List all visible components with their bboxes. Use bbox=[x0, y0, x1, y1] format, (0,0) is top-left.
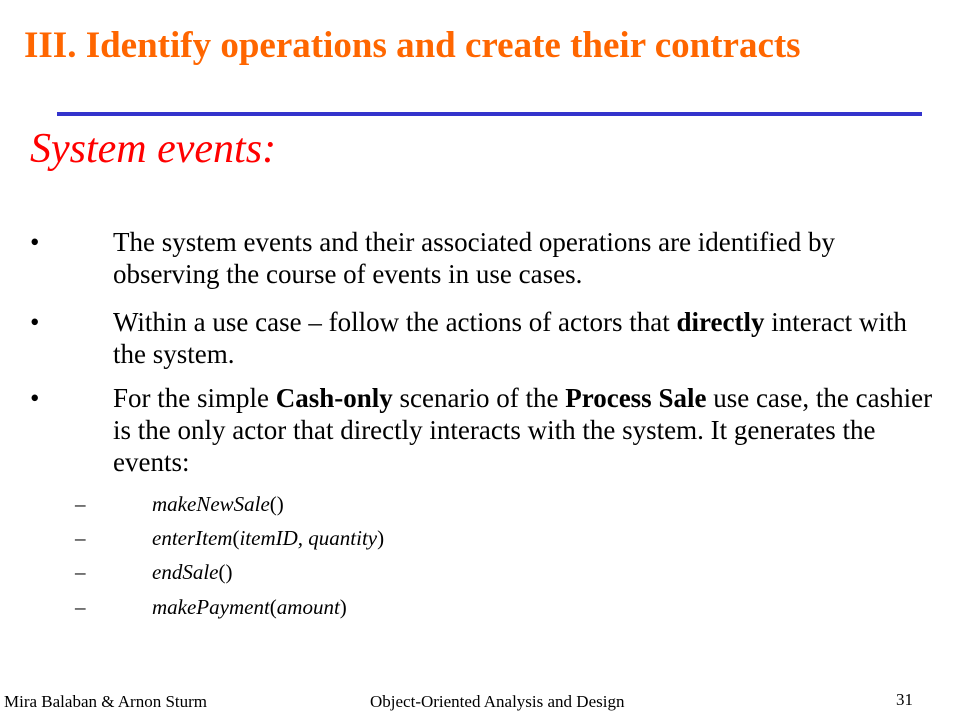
bullet-emphasis: directly bbox=[676, 307, 765, 337]
event-signature bbox=[152, 491, 284, 517]
event-dash: – bbox=[75, 595, 86, 619]
slide-number: 31 bbox=[896, 690, 913, 709]
event-paren-open: ( bbox=[269, 492, 277, 516]
bullet-text bbox=[113, 226, 945, 290]
event-args: itemID, quantity bbox=[239, 526, 378, 550]
bullet-segment: The system events and their associated operations are identified by observing the course of events in use cases. bbox=[113, 227, 836, 289]
bullet-segment: interact with the system. bbox=[113, 307, 907, 369]
bullet-symbol: • bbox=[30, 227, 40, 257]
event-dash: – bbox=[75, 492, 86, 516]
slide-title: III. Identify operations and create their contracts bbox=[24, 25, 801, 66]
title-divider bbox=[57, 112, 922, 116]
event-name: endSale bbox=[152, 560, 219, 584]
event-paren-close: ) bbox=[225, 560, 233, 584]
event-name: makeNewSale bbox=[152, 492, 270, 516]
bullet-segment: scenario of the bbox=[392, 383, 566, 413]
bullet-segment: For the simple bbox=[113, 383, 276, 413]
event-paren-close: ) bbox=[339, 595, 347, 619]
slide-subtitle: System events: bbox=[30, 126, 277, 172]
bullet-symbol: • bbox=[30, 383, 40, 413]
event-dash: – bbox=[75, 560, 86, 584]
event-signature bbox=[152, 559, 232, 585]
event-signature bbox=[152, 594, 347, 620]
bullet-text bbox=[113, 382, 945, 478]
event-signature bbox=[152, 525, 384, 551]
bullet-symbol: • bbox=[30, 307, 40, 337]
event-name: makePayment bbox=[152, 595, 270, 619]
bullet-segment: use case, the cashier is the only actor that directly interacts with the system. It generates the events: bbox=[113, 383, 933, 477]
bullet-text bbox=[113, 306, 945, 370]
event-name: enterItem bbox=[152, 526, 233, 550]
event-args: amount bbox=[276, 595, 340, 619]
event-paren-open: ( bbox=[269, 595, 277, 619]
event-paren-open: ( bbox=[232, 526, 240, 550]
event-paren-close: ) bbox=[377, 526, 385, 550]
footer-authors: Mira Balaban & Arnon Sturm bbox=[4, 692, 208, 711]
bullet-segment: Within a use case – follow the actions of actors that bbox=[113, 307, 677, 337]
event-paren-open: ( bbox=[218, 560, 226, 584]
event-paren-close: ) bbox=[276, 492, 284, 516]
bullet-emphasis: Cash-only bbox=[275, 383, 393, 413]
bullet-emphasis: Process Sale bbox=[565, 383, 707, 413]
event-dash: – bbox=[75, 526, 86, 550]
footer-course: Object-Oriented Analysis and Design bbox=[370, 692, 625, 711]
